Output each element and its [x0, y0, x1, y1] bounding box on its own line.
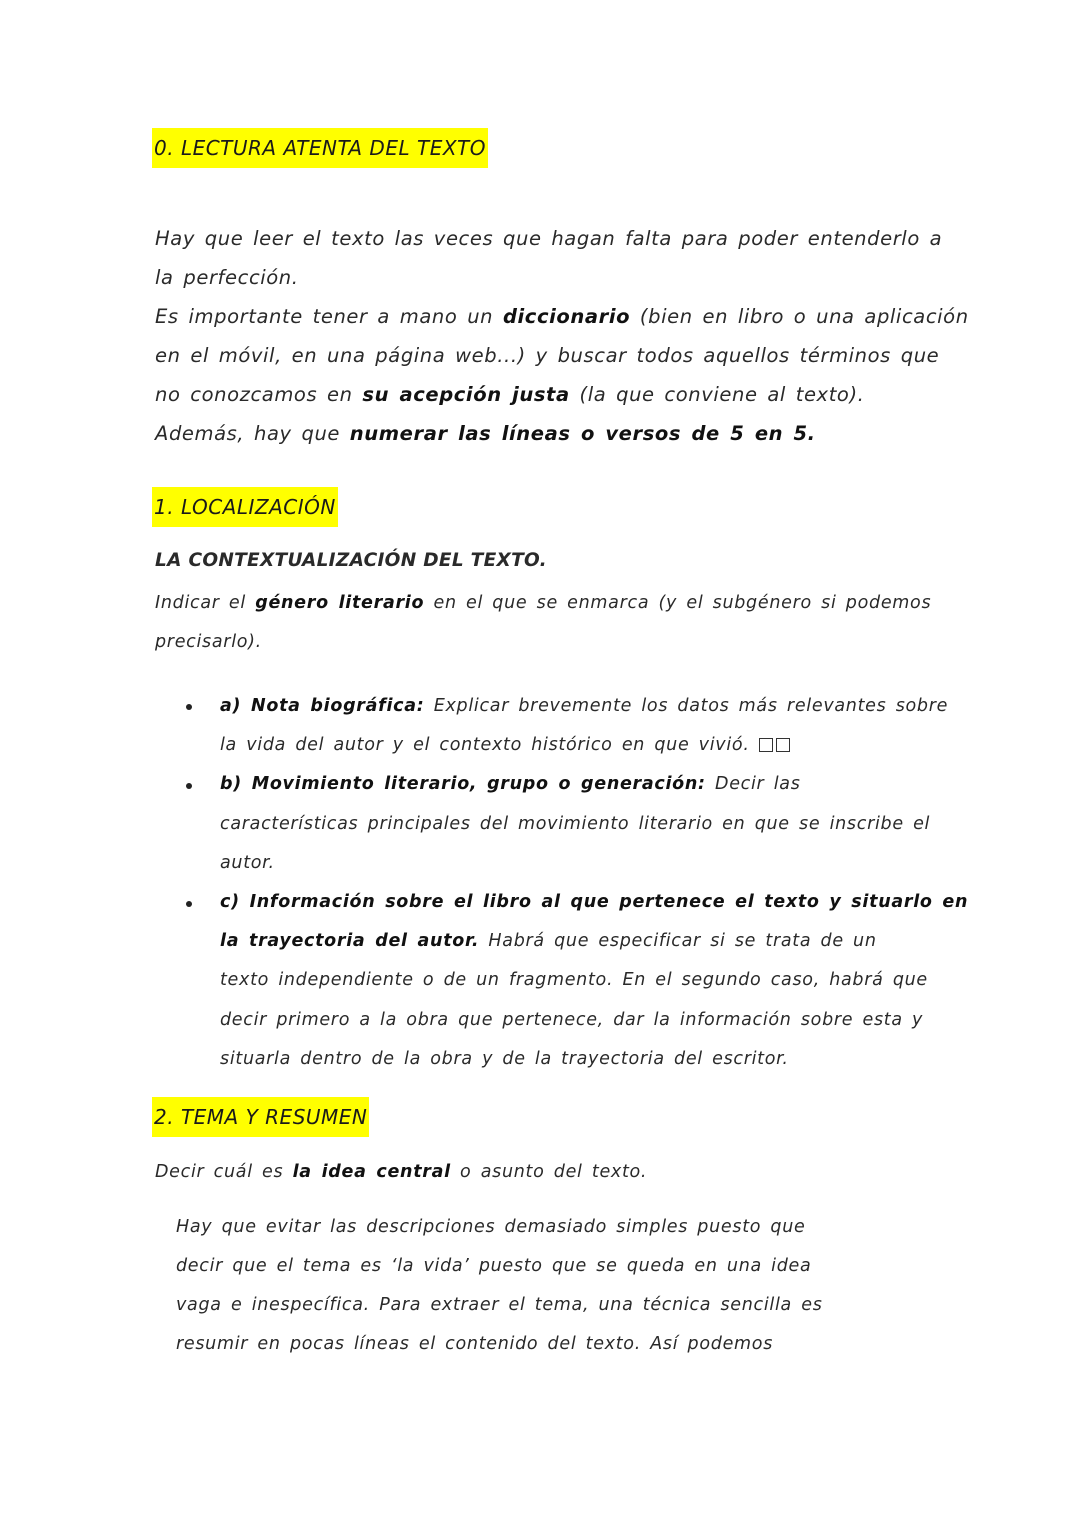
bold-term: la idea central — [292, 1162, 451, 1182]
bold-term: diccionario — [502, 305, 631, 328]
paragraph-line — [155, 1159, 647, 1185]
bold-term: c) Información sobre el libro al que pertenece el texto y situarlo en — [220, 892, 969, 912]
list-item-c-line: decir primero a la obra que pertenece, dar la información sobre esta y — [220, 1010, 924, 1030]
list-item-c-line — [220, 928, 877, 954]
text: en el que se enmarca (y el subgénero si podemos — [424, 593, 932, 613]
section-heading-1: 1. LOCALIZACIÓN — [152, 487, 338, 527]
text: o asunto del texto. — [450, 1162, 648, 1182]
paragraph-line — [155, 304, 969, 330]
bold-term: b) Movimiento literario, grupo o generación: — [220, 774, 706, 794]
text: no conozcamos en — [155, 383, 363, 406]
paragraph-line: en el móvil, en una página web...) y buscar todos aquellos términos que — [155, 344, 940, 367]
section-heading-2: 2. TEMA Y RESUMEN — [152, 1097, 369, 1137]
quote-line: decir que el tema es ‘la vida’ puesto que se queda en una idea — [176, 1256, 812, 1276]
section-heading-0: 0. LECTURA ATENTA DEL TEXTO — [152, 128, 488, 168]
paragraph-line: Hay que leer el texto las veces que hagan falta para poder entenderlo a — [155, 227, 943, 250]
text: Decir cuál es — [155, 1162, 293, 1182]
bold-term: la trayectoria del autor. — [220, 931, 480, 951]
bold-term: género literario — [255, 593, 425, 613]
list-item-c — [220, 889, 968, 915]
list-item-b-line: características principales del movimiento literario en que se inscribe el — [220, 814, 931, 834]
text: Además, hay que — [155, 422, 350, 445]
text: Decir las — [705, 774, 801, 794]
text: (la que conviene al texto). — [569, 383, 865, 406]
paragraph-line — [155, 421, 816, 447]
list-item-c-line: texto independiente o de un fragmento. En el segundo caso, habrá que — [220, 970, 928, 990]
bold-term: numerar las líneas o versos de 5 en 5. — [349, 422, 816, 445]
bullet-icon — [186, 901, 192, 907]
paragraph-line: la perfección. — [155, 266, 299, 289]
quote-line: vaga e inespecífica. Para extraer el tema, una técnica sencilla es — [176, 1295, 823, 1315]
text: Es importante tener a mano un — [155, 305, 503, 328]
quote-line: resumir en pocas líneas el contenido del texto. Así podemos — [176, 1334, 774, 1354]
list-item-a — [220, 693, 948, 719]
list-item-b-line: autor. — [220, 853, 275, 873]
text: Explicar brevemente los datos más relevantes sobre — [424, 696, 949, 716]
bold-term: a) Nota biográfica: — [220, 696, 425, 716]
placeholder-boxes-icon — [759, 734, 793, 760]
bullet-icon — [186, 704, 192, 710]
quote-line: Hay que evitar las descripciones demasiado simples puesto que — [176, 1217, 806, 1237]
list-item-a-line — [220, 732, 793, 760]
bullet-icon — [186, 783, 192, 789]
paragraph-line: precisarlo). — [155, 632, 262, 652]
text: (bien en libro o una aplicación — [630, 305, 969, 328]
paragraph-line — [155, 590, 931, 616]
text: Habrá que especificar si se trata de un — [479, 931, 877, 951]
subheading: LA CONTEXTUALIZACIÓN DEL TEXTO. — [155, 550, 547, 571]
paragraph-line — [155, 382, 864, 408]
list-item-c-line: situarla dentro de la obra y de la trayectoria del escritor. — [220, 1049, 789, 1069]
text: Indicar el — [155, 593, 256, 613]
text: la vida del autor y el contexto histórico en que vivió. — [220, 735, 750, 755]
list-item-b — [220, 771, 801, 797]
bold-term: su acepción justa — [362, 383, 570, 406]
